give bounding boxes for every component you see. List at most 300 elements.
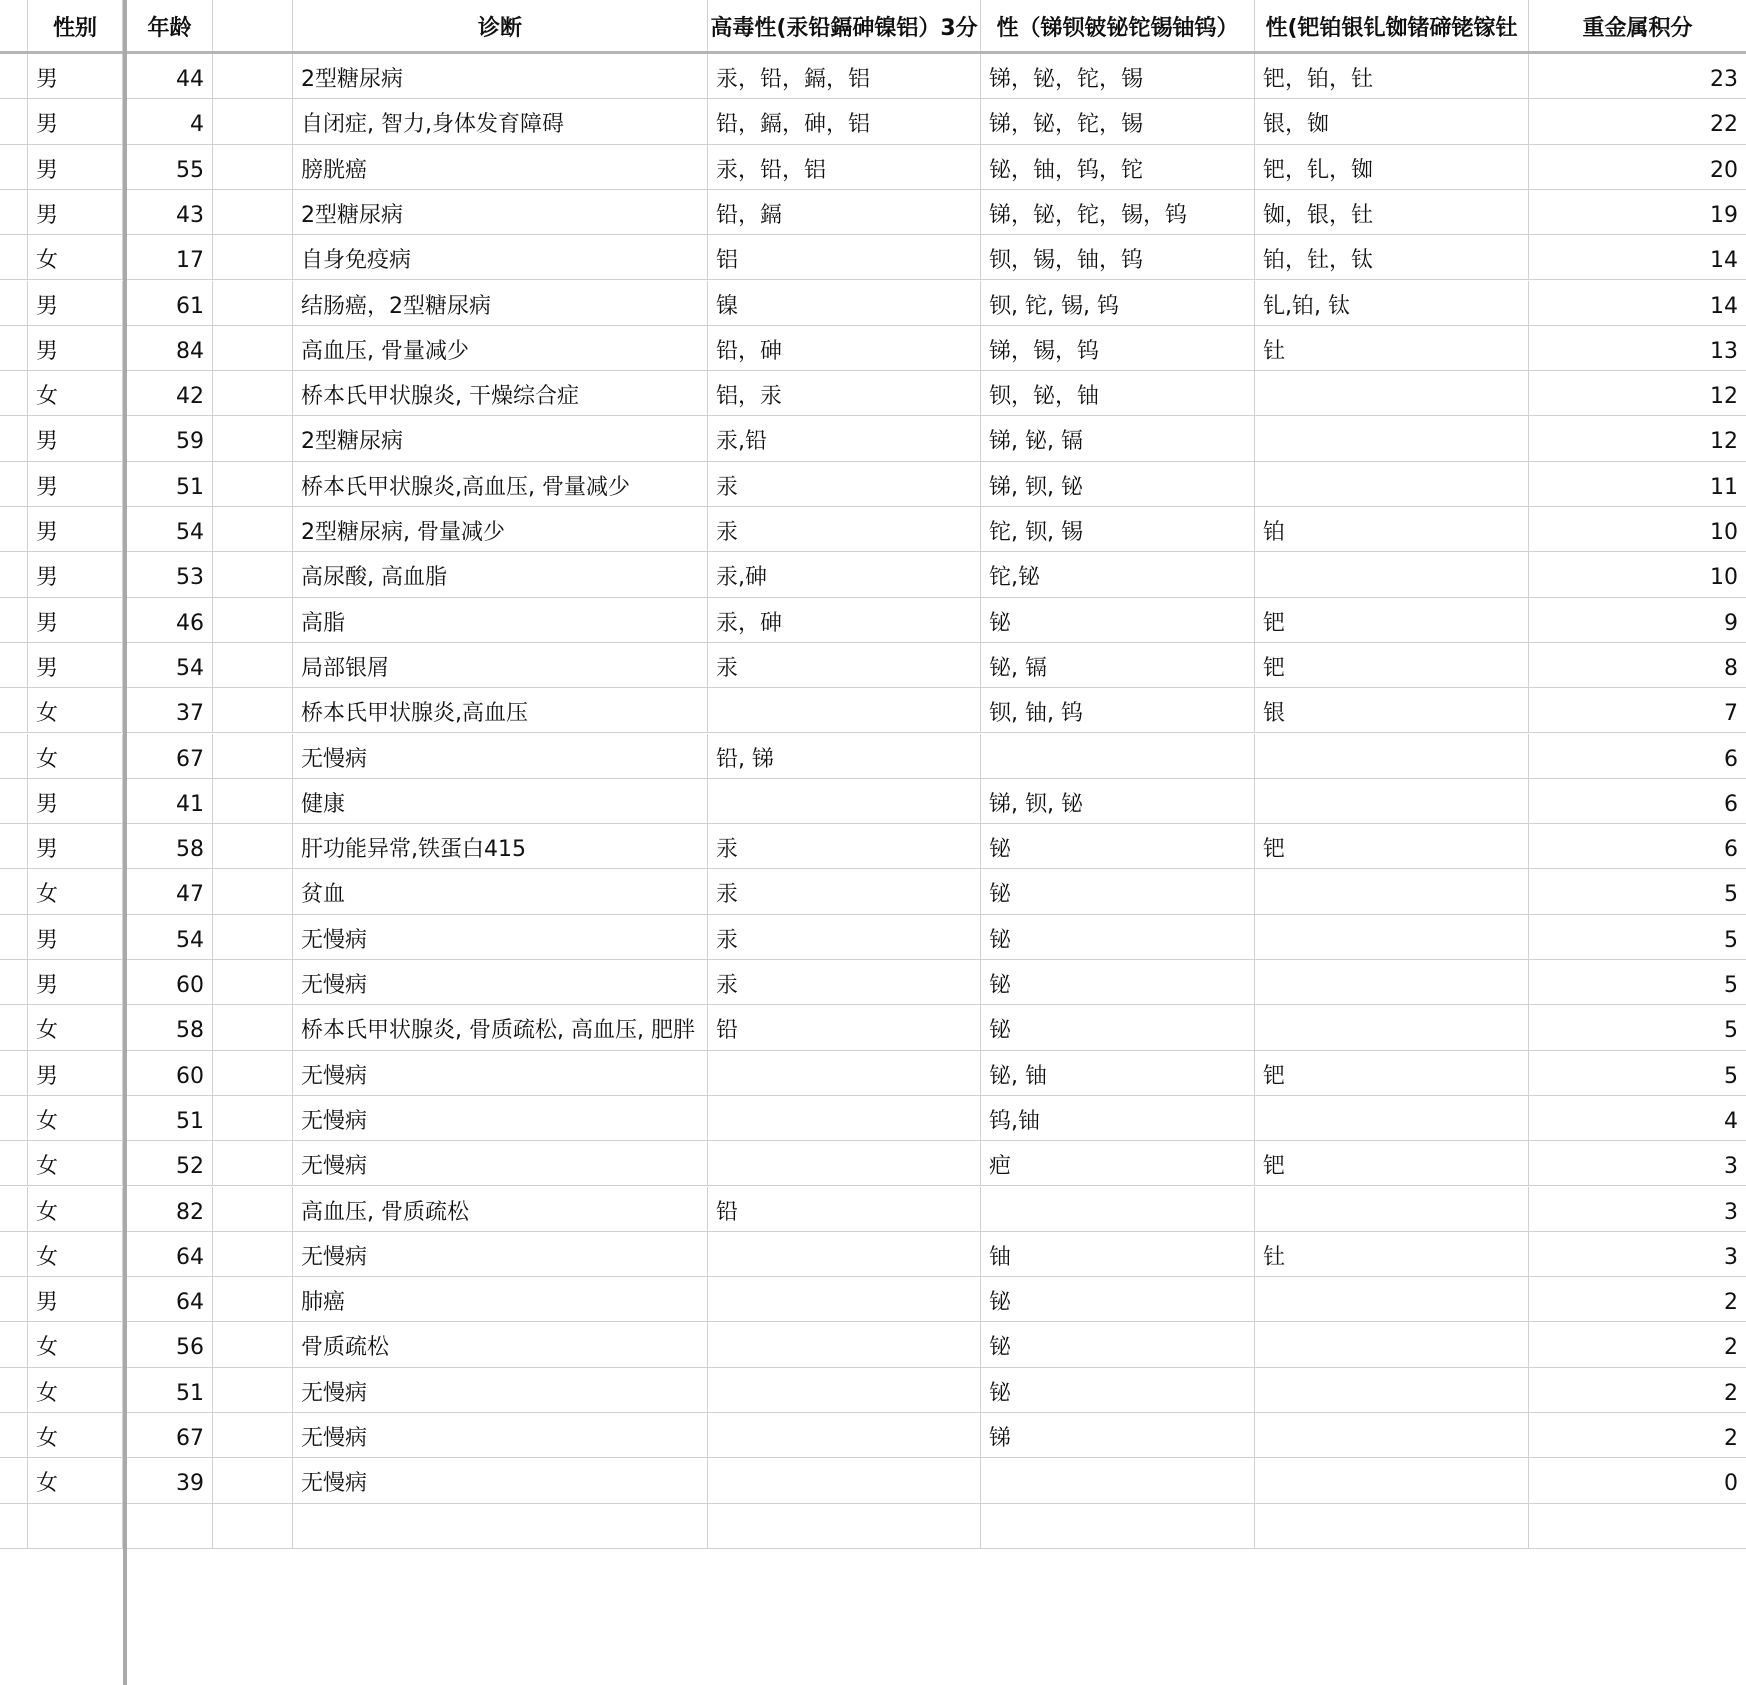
cell-empty[interactable] — [213, 915, 293, 960]
cell-high-toxicity[interactable]: 铅, 锑 — [708, 734, 981, 779]
cell-empty[interactable] — [213, 1277, 293, 1322]
cell-age[interactable]: 59 — [127, 416, 213, 461]
cell-low-toxicity[interactable]: 钯，铂，钍 — [1255, 54, 1529, 99]
cell-mid-toxicity[interactable] — [981, 1187, 1255, 1232]
cell-score[interactable]: 5 — [1724, 927, 1738, 953]
cell-empty[interactable] — [213, 54, 293, 99]
cell-mid-toxicity[interactable]: 铊, 钡, 锡 — [981, 507, 1255, 552]
cell-gender[interactable]: 男 — [28, 552, 123, 597]
cell-empty[interactable] — [213, 1187, 293, 1232]
empty-cell[interactable] — [708, 1504, 981, 1549]
cell-low-toxicity[interactable]: 钍 — [1255, 326, 1529, 371]
cell-diagnosis[interactable]: 桥本氏甲状腺炎, 骨质疏松, 高血压, 肥胖 — [293, 1005, 708, 1050]
row-cell-blank[interactable] — [0, 960, 28, 1005]
cell-diagnosis[interactable]: 高脂 — [293, 598, 708, 643]
cell-score[interactable]: 11 — [1710, 474, 1738, 500]
header-empty[interactable] — [213, 0, 293, 51]
cell-empty[interactable] — [213, 281, 293, 326]
cell-empty[interactable] — [213, 1005, 293, 1050]
cell-score[interactable]: 19 — [1710, 202, 1738, 228]
cell-low-toxicity[interactable] — [1255, 552, 1529, 597]
cell-mid-toxicity[interactable]: 铋 — [981, 869, 1255, 914]
cell-diagnosis[interactable]: 肝功能异常,铁蛋白415 — [293, 824, 708, 869]
cell-age[interactable]: 17 — [127, 235, 213, 280]
cell-empty[interactable] — [213, 869, 293, 914]
cell-age[interactable]: 47 — [127, 869, 213, 914]
cell-diagnosis[interactable]: 无慢病 — [293, 915, 708, 960]
cell-mid-toxicity[interactable] — [981, 1458, 1255, 1503]
cell-score[interactable]: 2 — [1724, 1290, 1738, 1316]
cell-high-toxicity[interactable] — [708, 1322, 981, 1367]
row-cell-blank[interactable] — [0, 869, 28, 914]
cell-score[interactable]: 3 — [1724, 1199, 1738, 1225]
cell-low-toxicity[interactable] — [1255, 371, 1529, 416]
cell-age[interactable]: 41 — [127, 779, 213, 824]
header-cell-blank[interactable] — [0, 0, 28, 51]
cell-low-toxicity[interactable] — [1255, 734, 1529, 779]
cell-diagnosis[interactable]: 无慢病 — [293, 1458, 708, 1503]
cell-high-toxicity[interactable]: 镍 — [708, 281, 981, 326]
empty-cell[interactable] — [981, 1504, 1255, 1549]
cell-high-toxicity[interactable]: 汞 — [708, 869, 981, 914]
cell-low-toxicity[interactable] — [1255, 1458, 1529, 1503]
cell-high-toxicity[interactable] — [708, 1232, 981, 1277]
cell-high-toxicity[interactable]: 汞 — [708, 915, 981, 960]
cell-mid-toxicity[interactable]: 钡, 铀, 钨 — [981, 688, 1255, 733]
cell-age[interactable]: 58 — [127, 824, 213, 869]
cell-score[interactable]: 20 — [1710, 157, 1738, 183]
cell-empty[interactable] — [213, 688, 293, 733]
cell-low-toxicity[interactable]: 钯 — [1255, 1141, 1529, 1186]
empty-cell[interactable] — [213, 1504, 293, 1549]
cell-low-toxicity[interactable] — [1255, 1277, 1529, 1322]
cell-high-toxicity[interactable] — [708, 1277, 981, 1322]
header-age[interactable]: 年龄 — [127, 0, 213, 51]
cell-mid-toxicity[interactable]: 锑，锡，钨 — [981, 326, 1255, 371]
empty-cell[interactable] — [293, 1504, 708, 1549]
cell-age[interactable]: 60 — [127, 960, 213, 1005]
row-cell-blank[interactable] — [0, 1413, 28, 1458]
cell-score[interactable]: 6 — [1724, 746, 1738, 772]
cell-score[interactable]: 8 — [1724, 655, 1738, 681]
cell-age[interactable]: 54 — [127, 643, 213, 688]
cell-mid-toxicity[interactable]: 锑，铋，铊，锡，钨 — [981, 190, 1255, 235]
row-cell-blank[interactable] — [0, 190, 28, 235]
cell-low-toxicity[interactable]: 银 — [1255, 688, 1529, 733]
row-cell-blank[interactable] — [0, 734, 28, 779]
cell-high-toxicity[interactable]: 铅 — [708, 1187, 981, 1232]
cell-diagnosis[interactable]: 桥本氏甲状腺炎,高血压, 骨量减少 — [293, 462, 708, 507]
header-score[interactable]: 重金属积分 — [1582, 16, 1693, 41]
row-cell-blank[interactable] — [0, 1141, 28, 1186]
row-cell-blank[interactable] — [0, 326, 28, 371]
cell-gender[interactable]: 男 — [28, 462, 123, 507]
cell-low-toxicity[interactable]: 钯，钆，铷 — [1255, 145, 1529, 190]
cell-diagnosis[interactable]: 2型糖尿病 — [293, 416, 708, 461]
cell-low-toxicity[interactable] — [1255, 416, 1529, 461]
cell-gender[interactable]: 女 — [28, 869, 123, 914]
cell-age[interactable]: 58 — [127, 1005, 213, 1050]
cell-gender[interactable]: 男 — [28, 54, 123, 99]
cell-age[interactable]: 67 — [127, 1413, 213, 1458]
cell-mid-toxicity[interactable]: 疤 — [981, 1141, 1255, 1186]
cell-age[interactable]: 84 — [127, 326, 213, 371]
cell-empty[interactable] — [213, 145, 293, 190]
cell-diagnosis[interactable]: 无慢病 — [293, 1141, 708, 1186]
cell-mid-toxicity[interactable]: 锑, 钡, 铋 — [981, 462, 1255, 507]
cell-diagnosis[interactable]: 桥本氏甲状腺炎, 干燥综合症 — [293, 371, 708, 416]
cell-age[interactable]: 64 — [127, 1232, 213, 1277]
cell-mid-toxicity[interactable]: 铋 — [981, 1322, 1255, 1367]
cell-empty[interactable] — [213, 734, 293, 779]
cell-low-toxicity[interactable] — [1255, 1187, 1529, 1232]
cell-high-toxicity[interactable]: 汞 — [708, 462, 981, 507]
cell-low-toxicity[interactable] — [1255, 462, 1529, 507]
cell-score[interactable]: 6 — [1724, 791, 1738, 817]
cell-mid-toxicity[interactable]: 锑, 铋, 镉 — [981, 416, 1255, 461]
row-cell-blank[interactable] — [0, 145, 28, 190]
cell-high-toxicity[interactable]: 汞 — [708, 507, 981, 552]
row-cell-blank[interactable] — [0, 824, 28, 869]
cell-empty[interactable] — [213, 824, 293, 869]
cell-diagnosis[interactable]: 桥本氏甲状腺炎,高血压 — [293, 688, 708, 733]
cell-age[interactable]: 51 — [127, 1368, 213, 1413]
cell-empty[interactable] — [213, 235, 293, 280]
cell-mid-toxicity[interactable]: 铋, 镉 — [981, 643, 1255, 688]
cell-mid-toxicity[interactable]: 铋 — [981, 598, 1255, 643]
row-cell-blank[interactable] — [0, 1096, 28, 1141]
cell-score[interactable]: 5 — [1724, 1018, 1738, 1044]
cell-diagnosis[interactable]: 无慢病 — [293, 734, 708, 779]
cell-empty[interactable] — [213, 960, 293, 1005]
cell-mid-toxicity[interactable]: 铋 — [981, 1005, 1255, 1050]
cell-empty[interactable] — [213, 1096, 293, 1141]
cell-empty[interactable] — [213, 462, 293, 507]
row-cell-blank[interactable] — [0, 643, 28, 688]
cell-high-toxicity[interactable]: 铝 — [708, 235, 981, 280]
cell-mid-toxicity[interactable]: 铋 — [981, 1277, 1255, 1322]
cell-score[interactable]: 4 — [1724, 1108, 1738, 1134]
cell-empty[interactable] — [213, 190, 293, 235]
cell-empty[interactable] — [213, 1368, 293, 1413]
cell-mid-toxicity[interactable]: 钨,铀 — [981, 1096, 1255, 1141]
cell-score[interactable]: 7 — [1724, 701, 1738, 727]
cell-age[interactable]: 44 — [127, 54, 213, 99]
cell-low-toxicity[interactable]: 钯 — [1255, 643, 1529, 688]
row-cell-blank[interactable] — [0, 1232, 28, 1277]
cell-gender[interactable]: 女 — [28, 688, 123, 733]
cell-mid-toxicity[interactable]: 铀 — [981, 1232, 1255, 1277]
cell-gender[interactable]: 女 — [28, 371, 123, 416]
cell-high-toxicity[interactable]: 汞,铅 — [708, 416, 981, 461]
cell-empty[interactable] — [213, 1322, 293, 1367]
cell-score[interactable]: 13 — [1710, 338, 1738, 364]
row-cell-blank[interactable] — [0, 54, 28, 99]
row-cell-blank[interactable] — [0, 779, 28, 824]
cell-age[interactable]: 56 — [127, 1322, 213, 1367]
row-cell-blank[interactable] — [0, 281, 28, 326]
cell-mid-toxicity[interactable]: 铋，铀，钨，铊 — [981, 145, 1255, 190]
cell-age[interactable]: 82 — [127, 1187, 213, 1232]
cell-gender[interactable]: 男 — [28, 598, 123, 643]
row-cell-blank[interactable] — [0, 1005, 28, 1050]
row-cell-blank[interactable] — [0, 416, 28, 461]
cell-high-toxicity[interactable]: 铝，汞 — [708, 371, 981, 416]
cell-diagnosis[interactable]: 结肠癌，2型糖尿病 — [293, 281, 708, 326]
cell-diagnosis[interactable]: 贫血 — [293, 869, 708, 914]
cell-diagnosis[interactable]: 高尿酸, 高血脂 — [293, 552, 708, 597]
cell-score[interactable]: 3 — [1724, 1154, 1738, 1180]
cell-score[interactable]: 9 — [1724, 610, 1738, 636]
cell-low-toxicity[interactable] — [1255, 960, 1529, 1005]
cell-gender[interactable]: 男 — [28, 281, 123, 326]
cell-high-toxicity[interactable] — [708, 779, 981, 824]
cell-score[interactable]: 5 — [1724, 882, 1738, 908]
cell-gender[interactable]: 男 — [28, 643, 123, 688]
cell-low-toxicity[interactable] — [1255, 1096, 1529, 1141]
empty-cell[interactable] — [28, 1504, 123, 1549]
cell-score[interactable]: 14 — [1710, 248, 1738, 274]
cell-gender[interactable]: 男 — [28, 915, 123, 960]
cell-mid-toxicity[interactable]: 锑 — [981, 1413, 1255, 1458]
cell-diagnosis[interactable]: 2型糖尿病 — [293, 54, 708, 99]
cell-high-toxicity[interactable]: 汞，铅，铝 — [708, 145, 981, 190]
cell-mid-toxicity[interactable]: 铋 — [981, 824, 1255, 869]
cell-high-toxicity[interactable] — [708, 1096, 981, 1141]
cell-score[interactable]: 23 — [1710, 67, 1738, 92]
header-gender[interactable]: 性别 — [28, 0, 123, 51]
header-mid-toxicity[interactable]: 性（锑钡铍铋铊锡铀钨） — [981, 0, 1255, 51]
cell-high-toxicity[interactable]: 铅，砷 — [708, 326, 981, 371]
cell-gender[interactable]: 女 — [28, 1005, 123, 1050]
cell-empty[interactable] — [213, 1232, 293, 1277]
frozen-column-divider[interactable] — [123, 0, 127, 1685]
cell-high-toxicity[interactable] — [708, 1368, 981, 1413]
row-cell-blank[interactable] — [0, 507, 28, 552]
cell-age[interactable]: 53 — [127, 552, 213, 597]
cell-score[interactable]: 22 — [1710, 112, 1738, 138]
cell-mid-toxicity[interactable] — [981, 734, 1255, 779]
cell-empty[interactable] — [213, 99, 293, 144]
cell-high-toxicity[interactable]: 铅，鎘 — [708, 190, 981, 235]
row-cell-blank[interactable] — [0, 235, 28, 280]
cell-age[interactable]: 51 — [127, 1096, 213, 1141]
cell-age[interactable]: 4 — [127, 99, 213, 144]
cell-diagnosis[interactable]: 肺癌 — [293, 1277, 708, 1322]
cell-low-toxicity[interactable]: 钯 — [1255, 1051, 1529, 1096]
cell-gender[interactable]: 男 — [28, 1277, 123, 1322]
cell-empty[interactable] — [213, 1141, 293, 1186]
row-cell-blank[interactable] — [0, 1277, 28, 1322]
cell-age[interactable]: 60 — [127, 1051, 213, 1096]
cell-empty[interactable] — [213, 371, 293, 416]
header-high-toxicity[interactable]: 高毒性(汞铅鎘砷镍铝）3分 — [708, 0, 981, 51]
cell-empty[interactable] — [213, 416, 293, 461]
cell-gender[interactable]: 女 — [28, 1141, 123, 1186]
cell-age[interactable]: 52 — [127, 1141, 213, 1186]
cell-mid-toxicity[interactable]: 铊,铋 — [981, 552, 1255, 597]
cell-score[interactable]: 2 — [1724, 1380, 1738, 1406]
cell-mid-toxicity[interactable]: 钡，铋，铀 — [981, 371, 1255, 416]
cell-diagnosis[interactable]: 局部银屑 — [293, 643, 708, 688]
cell-diagnosis[interactable]: 膀胱癌 — [293, 145, 708, 190]
cell-gender[interactable]: 女 — [28, 1413, 123, 1458]
cell-empty[interactable] — [213, 1051, 293, 1096]
cell-gender[interactable]: 男 — [28, 416, 123, 461]
cell-high-toxicity[interactable]: 汞，砷 — [708, 598, 981, 643]
cell-gender[interactable]: 女 — [28, 1232, 123, 1277]
cell-low-toxicity[interactable]: 钆,铂, 钛 — [1255, 281, 1529, 326]
cell-age[interactable]: 39 — [127, 1458, 213, 1503]
cell-score[interactable]: 12 — [1710, 384, 1738, 410]
header-low-toxicity[interactable]: 性(钯铂银钆铷锗碲铑镓钍 — [1255, 0, 1529, 51]
row-cell-blank[interactable] — [0, 1051, 28, 1096]
cell-gender[interactable]: 男 — [28, 824, 123, 869]
cell-gender[interactable]: 男 — [28, 1051, 123, 1096]
cell-gender[interactable]: 女 — [28, 235, 123, 280]
row-cell-blank[interactable] — [0, 1322, 28, 1367]
cell-score[interactable]: 14 — [1710, 293, 1738, 319]
cell-mid-toxicity[interactable]: 锑，铋，铊，锡 — [981, 99, 1255, 144]
cell-gender[interactable]: 男 — [28, 99, 123, 144]
cell-age[interactable]: 61 — [127, 281, 213, 326]
cell-gender[interactable]: 女 — [28, 1368, 123, 1413]
cell-high-toxicity[interactable] — [708, 1141, 981, 1186]
cell-gender[interactable]: 女 — [28, 1322, 123, 1367]
cell-empty[interactable] — [213, 1458, 293, 1503]
cell-gender[interactable]: 女 — [28, 1187, 123, 1232]
row-cell-blank[interactable] — [0, 1187, 28, 1232]
cell-high-toxicity[interactable]: 汞 — [708, 643, 981, 688]
cell-high-toxicity[interactable]: 汞 — [708, 824, 981, 869]
cell-empty[interactable] — [213, 1413, 293, 1458]
cell-diagnosis[interactable]: 无慢病 — [293, 1232, 708, 1277]
cell-mid-toxicity[interactable]: 锑, 钡, 铋 — [981, 779, 1255, 824]
cell-age[interactable]: 64 — [127, 1277, 213, 1322]
cell-low-toxicity[interactable] — [1255, 1368, 1529, 1413]
cell-empty[interactable] — [213, 779, 293, 824]
cell-mid-toxicity[interactable]: 锑，铋，铊，锡 — [981, 54, 1255, 99]
cell-age[interactable]: 43 — [127, 190, 213, 235]
cell-score[interactable]: 2 — [1724, 1426, 1738, 1451]
cell-low-toxicity[interactable]: 铂 — [1255, 507, 1529, 552]
cell-low-toxicity[interactable]: 钯 — [1255, 824, 1529, 869]
cell-gender[interactable]: 男 — [28, 960, 123, 1005]
cell-gender[interactable]: 女 — [28, 1458, 123, 1503]
cell-gender[interactable]: 男 — [28, 326, 123, 371]
cell-age[interactable]: 67 — [127, 734, 213, 779]
cell-age[interactable]: 46 — [127, 598, 213, 643]
cell-low-toxicity[interactable] — [1255, 1322, 1529, 1367]
cell-mid-toxicity[interactable]: 铋 — [981, 1368, 1255, 1413]
cell-score[interactable]: 2 — [1724, 1335, 1738, 1361]
row-cell-blank[interactable] — [0, 552, 28, 597]
cell-age[interactable]: 42 — [127, 371, 213, 416]
row-cell-blank[interactable] — [0, 371, 28, 416]
cell-empty[interactable] — [213, 552, 293, 597]
cell-high-toxicity[interactable]: 汞，铅，鎘，铝 — [708, 54, 981, 99]
cell-diagnosis[interactable]: 无慢病 — [293, 960, 708, 1005]
cell-empty[interactable] — [213, 643, 293, 688]
row-cell-blank[interactable] — [0, 598, 28, 643]
cell-diagnosis[interactable]: 2型糖尿病, 骨量减少 — [293, 507, 708, 552]
row-cell-blank[interactable] — [0, 688, 28, 733]
empty-cell[interactable] — [0, 1504, 28, 1549]
cell-diagnosis[interactable]: 骨质疏松 — [293, 1322, 708, 1367]
cell-diagnosis[interactable]: 2型糖尿病 — [293, 190, 708, 235]
cell-high-toxicity[interactable] — [708, 1051, 981, 1096]
cell-low-toxicity[interactable]: 钍 — [1255, 1232, 1529, 1277]
row-cell-blank[interactable] — [0, 1458, 28, 1503]
cell-age[interactable]: 55 — [127, 145, 213, 190]
cell-diagnosis[interactable]: 无慢病 — [293, 1096, 708, 1141]
cell-low-toxicity[interactable] — [1255, 869, 1529, 914]
empty-cell[interactable] — [1255, 1504, 1529, 1549]
cell-diagnosis[interactable]: 无慢病 — [293, 1368, 708, 1413]
cell-low-toxicity[interactable] — [1255, 779, 1529, 824]
cell-gender[interactable]: 女 — [28, 734, 123, 779]
cell-diagnosis[interactable]: 自闭症, 智力,身体发育障碍 — [293, 99, 708, 144]
cell-gender[interactable]: 男 — [28, 779, 123, 824]
cell-gender[interactable]: 男 — [28, 507, 123, 552]
cell-low-toxicity[interactable]: 铷，银，钍 — [1255, 190, 1529, 235]
row-cell-blank[interactable] — [0, 462, 28, 507]
cell-high-toxicity[interactable]: 汞,砷 — [708, 552, 981, 597]
cell-age[interactable]: 54 — [127, 507, 213, 552]
row-cell-blank[interactable] — [0, 1368, 28, 1413]
cell-low-toxicity[interactable]: 铂，钍，钛 — [1255, 235, 1529, 280]
cell-low-toxicity[interactable] — [1255, 1413, 1529, 1458]
row-cell-blank[interactable] — [0, 915, 28, 960]
cell-score[interactable]: 5 — [1724, 1063, 1738, 1089]
cell-score[interactable]: 3 — [1724, 1244, 1738, 1270]
cell-high-toxicity[interactable] — [708, 1413, 981, 1458]
header-diagnosis[interactable]: 诊断 — [293, 0, 708, 51]
cell-diagnosis[interactable]: 健康 — [293, 779, 708, 824]
cell-diagnosis[interactable]: 无慢病 — [293, 1413, 708, 1458]
cell-age[interactable]: 37 — [127, 688, 213, 733]
cell-low-toxicity[interactable] — [1255, 1005, 1529, 1050]
cell-low-toxicity[interactable]: 钯 — [1255, 598, 1529, 643]
cell-score[interactable]: 5 — [1724, 973, 1738, 998]
cell-diagnosis[interactable]: 高血压, 骨量减少 — [293, 326, 708, 371]
cell-low-toxicity[interactable] — [1255, 915, 1529, 960]
cell-diagnosis[interactable]: 高血压, 骨质疏松 — [293, 1187, 708, 1232]
cell-age[interactable]: 54 — [127, 915, 213, 960]
cell-score[interactable]: 10 — [1710, 565, 1738, 591]
cell-score[interactable]: 10 — [1710, 520, 1738, 545]
cell-high-toxicity[interactable]: 汞 — [708, 960, 981, 1005]
cell-empty[interactable] — [213, 507, 293, 552]
cell-high-toxicity[interactable]: 铅 — [708, 1005, 981, 1050]
cell-empty[interactable] — [213, 598, 293, 643]
empty-cell[interactable] — [1529, 1504, 1746, 1549]
cell-high-toxicity[interactable] — [708, 1458, 981, 1503]
cell-low-toxicity[interactable]: 银，铷 — [1255, 99, 1529, 144]
cell-mid-toxicity[interactable]: 铋, 铀 — [981, 1051, 1255, 1096]
cell-gender[interactable]: 女 — [28, 1096, 123, 1141]
cell-mid-toxicity[interactable]: 铋 — [981, 960, 1255, 1005]
cell-gender[interactable]: 男 — [28, 145, 123, 190]
cell-diagnosis[interactable]: 无慢病 — [293, 1051, 708, 1096]
cell-mid-toxicity[interactable]: 钡, 铊, 锡, 钨 — [981, 281, 1255, 326]
cell-high-toxicity[interactable]: 铅，鎘，砷，铝 — [708, 99, 981, 144]
cell-age[interactable]: 51 — [127, 462, 213, 507]
cell-empty[interactable] — [213, 326, 293, 371]
cell-score[interactable]: 12 — [1710, 429, 1738, 455]
empty-cell[interactable] — [127, 1504, 213, 1549]
cell-mid-toxicity[interactable]: 铋 — [981, 915, 1255, 960]
